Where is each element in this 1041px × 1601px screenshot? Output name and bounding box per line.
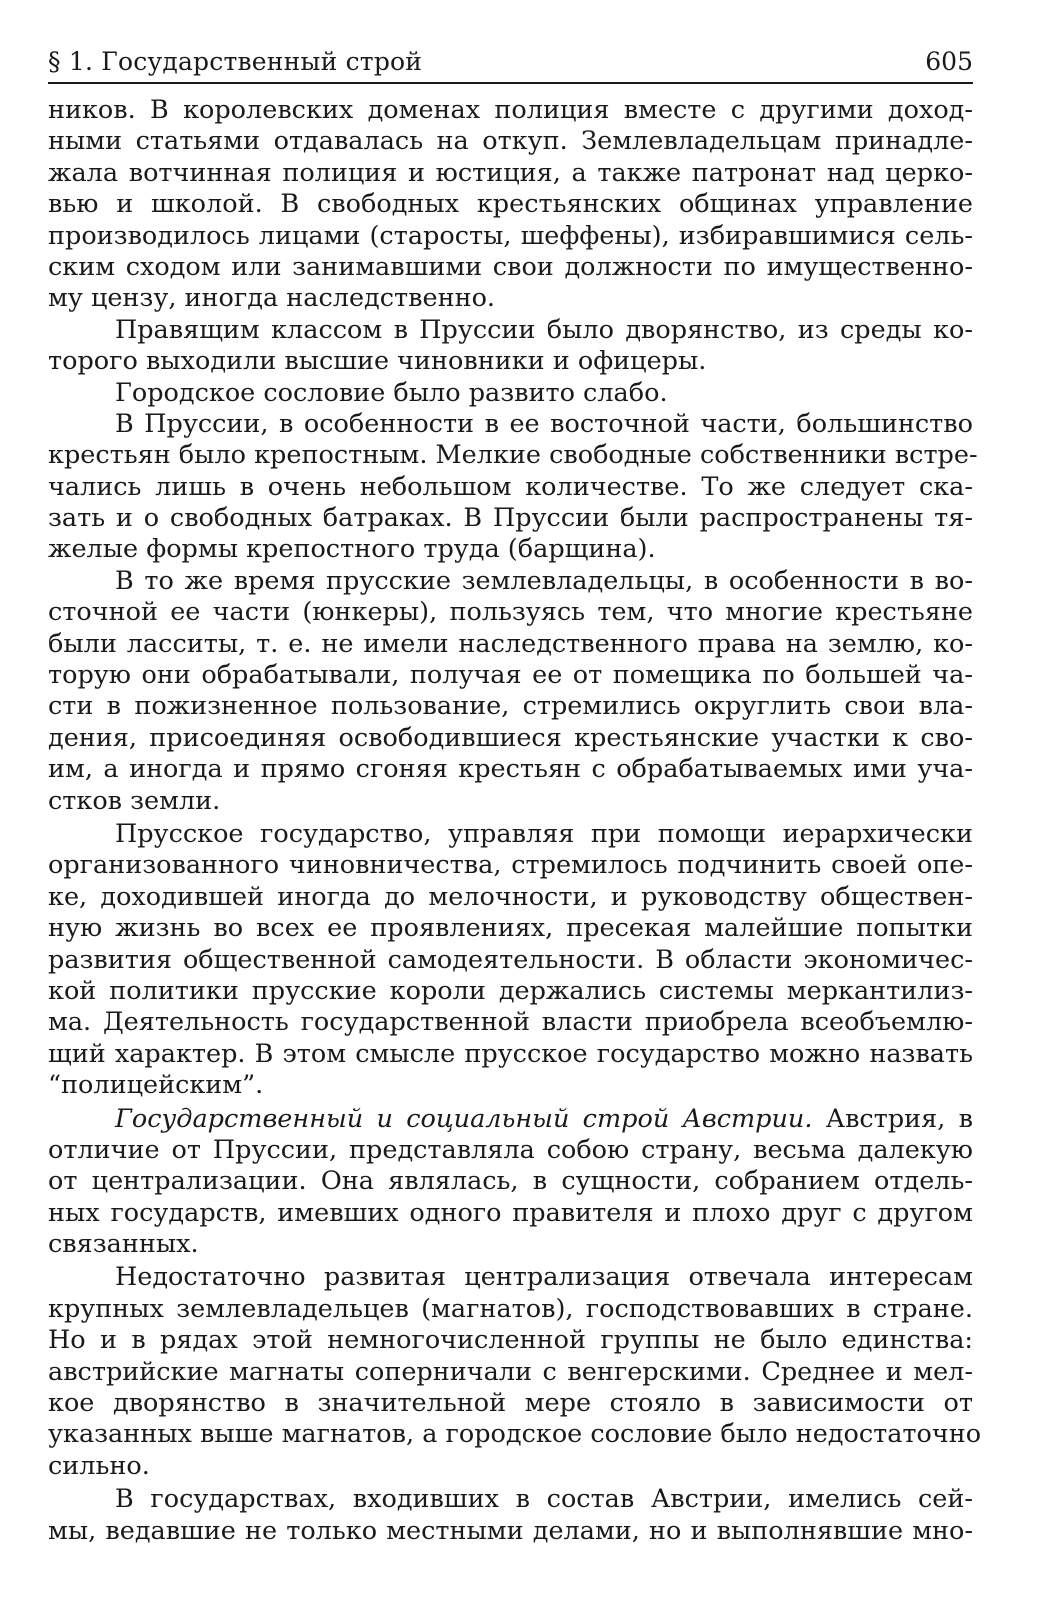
text-line: австрийские магнаты соперничали с венгерскими. Среднее и мел- xyxy=(48,1356,973,1387)
subsection-heading: Государственный и социальный строй Австрии. xyxy=(115,1103,813,1134)
text-line: крестьян было крепостным. Мелкие свободные собственники встре- xyxy=(48,440,978,471)
text-line: Но и в рядах этой немногочисленной группы не было единства: xyxy=(48,1325,973,1356)
text-line: крупных землевладельцев (магнатов), господствовавших в стране. xyxy=(48,1293,973,1324)
text-line: кой политики прусские короли держались системы меркантилиз- xyxy=(48,975,973,1006)
text-line: мы, ведавшие не только местными делами, но и выполнявшие мно- xyxy=(48,1515,973,1546)
body-text xyxy=(48,95,982,1547)
text-line: развития общественной самодеятельности. В области экономичес- xyxy=(48,944,973,975)
text-line: чались лишь в очень небольшом количестве. То же следует ска- xyxy=(48,471,973,502)
text-line: вью и школой. В свободных крестьянских общинах управление xyxy=(48,189,973,220)
text-line: Городское сословие было развито слабо. xyxy=(115,377,668,408)
text-line: Правящим классом в Пруссии было дворянство, из среды ко- xyxy=(115,314,973,345)
text-line xyxy=(48,1104,973,1135)
text-line: стков земли. xyxy=(48,785,221,816)
text-run: Австрия, в xyxy=(812,1103,973,1134)
text-line: зать и о свободных батраках. В Пруссии были распространены тя- xyxy=(48,503,973,534)
header-rule xyxy=(48,82,973,84)
text-line: ную жизнь во всех ее проявлениях, пресекая малейшие попытки xyxy=(48,913,973,944)
text-line: указанных выше магнатов, а городское сословие было недостаточно xyxy=(48,1419,982,1450)
text-line: торую они обрабатывали, получая ее от помещика по большей ча- xyxy=(48,660,973,691)
text-line: щий характер. В этом смысле прусское государство можно назвать xyxy=(48,1038,973,1069)
text-line: ма. Деятельность государственной власти приобрела всеобъемлю- xyxy=(48,1007,973,1038)
text-line: В Пруссии, в особенности в ее восточной части, большинство xyxy=(115,408,973,439)
text-line: были ласситы, т. е. не имели наследственного права на землю, ко- xyxy=(48,628,973,659)
text-line: ников. В королевских доменах полиция вместе с другими доход- xyxy=(48,95,973,125)
text-line: В государствах, входивших в состав Австрии, имелись сей- xyxy=(115,1484,973,1515)
running-head xyxy=(48,42,973,82)
text-line: Прусское государство, управляя при помощи иерархически xyxy=(115,818,973,849)
text-line: В то же время прусские землевладельцы, в особенности в во- xyxy=(115,565,973,596)
text-line: сти в пожизненное пользование, стремились округлить свои вла- xyxy=(48,691,973,722)
text-line: производилось лицами (старосты, шеффены), избиравшимися сель- xyxy=(48,220,973,251)
text-line: дения, присоединяя освободившиеся крестьянские участки к сво- xyxy=(48,722,973,753)
text-line: сильно. xyxy=(48,1450,150,1481)
text-line: кое дворянство в значительной мере стояло в зависимости от xyxy=(48,1388,973,1419)
text-line: ных государств, имевших одного правителя и плохо друг с другом xyxy=(48,1197,973,1228)
text-line: жала вотчинная полиция и юстиция, а также патронат над церко- xyxy=(48,157,973,188)
page-number: 605 xyxy=(925,47,973,76)
text-line: сточной ее части (юнкеры), пользуясь тем, что многие крестьяне xyxy=(48,597,973,628)
text-line: организованного чиновничества, стремилось подчинить своей опе- xyxy=(48,850,973,881)
text-line: ными статьями отдавалась на откуп. Землевладельцам принадле- xyxy=(48,126,973,157)
text-line: му цензу, иногда наследственно. xyxy=(48,283,496,314)
text-line: Недостаточно развитая централизация отвечала интересам xyxy=(115,1262,973,1293)
text-line: им, а иногда и прямо сгоняя крестьян с обрабатываемых ими уча- xyxy=(48,754,973,785)
text-line: ским сходом или занимавшими свои должности по имущественно- xyxy=(48,251,973,282)
text-line: связанных. xyxy=(48,1229,199,1260)
text-line: ке, доходившей иногда до мелочности, и руководству обществен- xyxy=(48,881,973,912)
text-line: отличие от Пруссии, представляла собою страну, весьма далекую xyxy=(48,1134,973,1165)
section-title: § 1. Государственный строй xyxy=(48,47,423,76)
text-line: торого выходили высшие чиновники и офицеры. xyxy=(48,346,707,377)
text-line: “полицейским”. xyxy=(48,1070,264,1101)
text-line: от централизации. Она являлась, в сущности, собранием отдель- xyxy=(48,1166,973,1197)
text-line: желые формы крепостного труда (барщина). xyxy=(48,534,656,565)
